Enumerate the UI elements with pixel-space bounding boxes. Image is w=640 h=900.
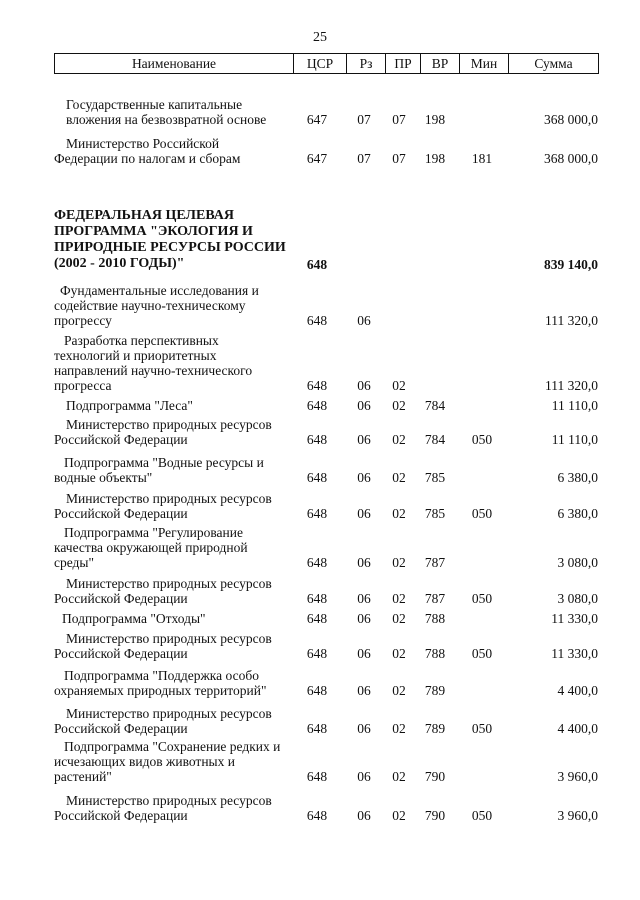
row-vr: 787 xyxy=(424,555,446,570)
row-sum: 11 330,0 xyxy=(551,646,598,661)
row-vr: 788 xyxy=(424,646,446,661)
row-csr: 648 xyxy=(306,432,328,447)
row-pr: 02 xyxy=(392,398,406,413)
row-sum: 4 400,0 xyxy=(557,721,598,736)
row-pr: 02 xyxy=(392,470,406,485)
row-min: 050 xyxy=(471,591,493,606)
row-sum: 839 140,0 xyxy=(544,257,598,272)
row-rz: 06 xyxy=(357,611,371,626)
row-csr: 648 xyxy=(306,313,328,328)
row-min: 181 xyxy=(471,151,493,166)
row-pr: 02 xyxy=(392,683,406,698)
row-min: 050 xyxy=(471,808,493,823)
row-vr: 198 xyxy=(424,112,446,127)
header-name: Наименование xyxy=(55,54,294,74)
row-min: 050 xyxy=(471,432,493,447)
row-rz: 06 xyxy=(357,769,371,784)
header-rz: Рз xyxy=(347,54,386,74)
row-name: Министерство природных ресурсов Российской Федерации xyxy=(54,793,272,823)
row-csr: 648 xyxy=(306,506,328,521)
row-name: Министерство природных ресурсов Российской Федерации xyxy=(54,631,272,661)
row-csr: 648 xyxy=(306,646,328,661)
row-sum: 368 000,0 xyxy=(544,151,598,166)
row-rz: 06 xyxy=(357,721,371,736)
row-csr: 648 xyxy=(306,611,328,626)
row-name: Министерство природных ресурсов Российской Федерации xyxy=(54,706,272,736)
row-pr: 07 xyxy=(392,151,406,166)
header-csr: ЦСР xyxy=(294,54,347,74)
row-vr: 790 xyxy=(424,769,446,784)
row-name: Министерство природных ресурсов Российской Федерации xyxy=(54,417,272,447)
row-rz: 06 xyxy=(357,378,371,393)
row-min: 050 xyxy=(471,721,493,736)
row-sum: 368 000,0 xyxy=(544,112,598,127)
row-vr: 784 xyxy=(424,398,446,413)
row-csr: 647 xyxy=(306,151,328,166)
row-name: Разработка перспективных технологий и приоритетных направлений научно-технического прогресса xyxy=(54,333,253,393)
row-name: Подпрограмма "Отходы" xyxy=(62,611,206,626)
row-vr: 790 xyxy=(424,808,446,823)
row-csr: 648 xyxy=(306,555,328,570)
row-rz: 07 xyxy=(357,112,371,127)
row-csr: 648 xyxy=(306,721,328,736)
page-number: 25 xyxy=(313,30,327,45)
row-min: 050 xyxy=(471,646,493,661)
row-vr: 789 xyxy=(424,683,446,698)
table-row xyxy=(54,623,599,823)
row-name: Государственные капитальные вложения на безвозвратной основе xyxy=(66,97,267,127)
row-rz: 06 xyxy=(357,808,371,823)
row-vr: 789 xyxy=(424,721,446,736)
row-min: 050 xyxy=(471,506,493,521)
row-name: Подпрограмма "Поддержка особо охраняемых природных территорий" xyxy=(54,668,267,698)
row-rz: 06 xyxy=(357,591,371,606)
row-name: Подпрограмма "Сохранение редких и исчезающих видов животных и растений" xyxy=(54,739,281,784)
row-csr: 648 xyxy=(306,398,328,413)
row-rz: 06 xyxy=(357,398,371,413)
row-sum: 111 320,0 xyxy=(545,313,598,328)
row-rz: 06 xyxy=(357,313,371,328)
row-name: Министерство природных ресурсов Российской Федерации xyxy=(54,576,272,606)
row-rz: 06 xyxy=(357,683,371,698)
row-pr: 02 xyxy=(392,591,406,606)
header-min: Мин xyxy=(460,54,509,74)
row-sum: 3 080,0 xyxy=(557,591,598,606)
row-sum: 6 380,0 xyxy=(557,470,598,485)
row-vr: 787 xyxy=(424,591,446,606)
header-vr: ВР xyxy=(421,54,460,74)
row-name: Подпрограмма "Регулирование качества окружающей природной среды" xyxy=(54,525,248,570)
row-sum: 3 960,0 xyxy=(557,769,598,784)
row-rz: 06 xyxy=(357,555,371,570)
row-name: Министерство природных ресурсов Российской Федерации xyxy=(54,491,272,521)
row-pr: 02 xyxy=(392,646,406,661)
row-pr: 02 xyxy=(392,506,406,521)
row-rz: 06 xyxy=(357,646,371,661)
row-sum: 11 330,0 xyxy=(551,611,598,626)
row-vr: 785 xyxy=(424,506,446,521)
row-csr: 648 xyxy=(306,683,328,698)
row-vr: 784 xyxy=(424,432,446,447)
row-pr: 02 xyxy=(392,555,406,570)
row-pr: 02 xyxy=(392,432,406,447)
header-pr: ПР xyxy=(386,54,421,74)
row-sum: 11 110,0 xyxy=(551,398,598,413)
row-rz: 06 xyxy=(357,432,371,447)
row-sum: 6 380,0 xyxy=(557,506,598,521)
row-name: Фундаментальные исследования и содействие научно-техническому прогрессу xyxy=(54,283,259,328)
row-pr: 07 xyxy=(392,112,406,127)
row-sum: 3 960,0 xyxy=(557,808,598,823)
row-csr: 647 xyxy=(306,112,328,127)
row-sum: 3 080,0 xyxy=(557,555,598,570)
row-pr: 02 xyxy=(392,769,406,784)
row-rz: 06 xyxy=(357,506,371,521)
row-rz: 07 xyxy=(357,151,371,166)
row-vr: 785 xyxy=(424,470,446,485)
row-pr: 02 xyxy=(392,378,406,393)
row-csr: 648 xyxy=(306,257,328,272)
row-name: Подпрограмма "Леса" xyxy=(66,398,193,413)
row-rz: 06 xyxy=(357,470,371,485)
header-sum: Сумма xyxy=(509,54,599,74)
row-csr: 648 xyxy=(306,470,328,485)
row-sum: 4 400,0 xyxy=(557,683,598,698)
row-sum: 11 110,0 xyxy=(551,432,598,447)
row-csr: 648 xyxy=(306,378,328,393)
row-csr: 648 xyxy=(306,591,328,606)
row-vr: 198 xyxy=(424,151,446,166)
row-name: Министерство Российской Федерации по налогам и сборам xyxy=(54,136,241,166)
row-pr: 02 xyxy=(392,808,406,823)
row-pr: 02 xyxy=(392,721,406,736)
row-sum: 111 320,0 xyxy=(545,378,598,393)
row-csr: 648 xyxy=(306,769,328,784)
row-pr: 02 xyxy=(392,611,406,626)
row-vr: 788 xyxy=(424,611,446,626)
row-name: Подпрограмма "Водные ресурсы и водные объекты" xyxy=(54,455,264,485)
row-name: ФЕДЕРАЛЬНАЯ ЦЕЛЕВАЯ ПРОГРАММА "ЭКОЛОГИЯ И ПРИРОДНЫЕ РЕСУРСЫ РОССИИ (2002 - 2010 ГОДЫ)" xyxy=(54,208,286,271)
row-csr: 648 xyxy=(306,808,328,823)
